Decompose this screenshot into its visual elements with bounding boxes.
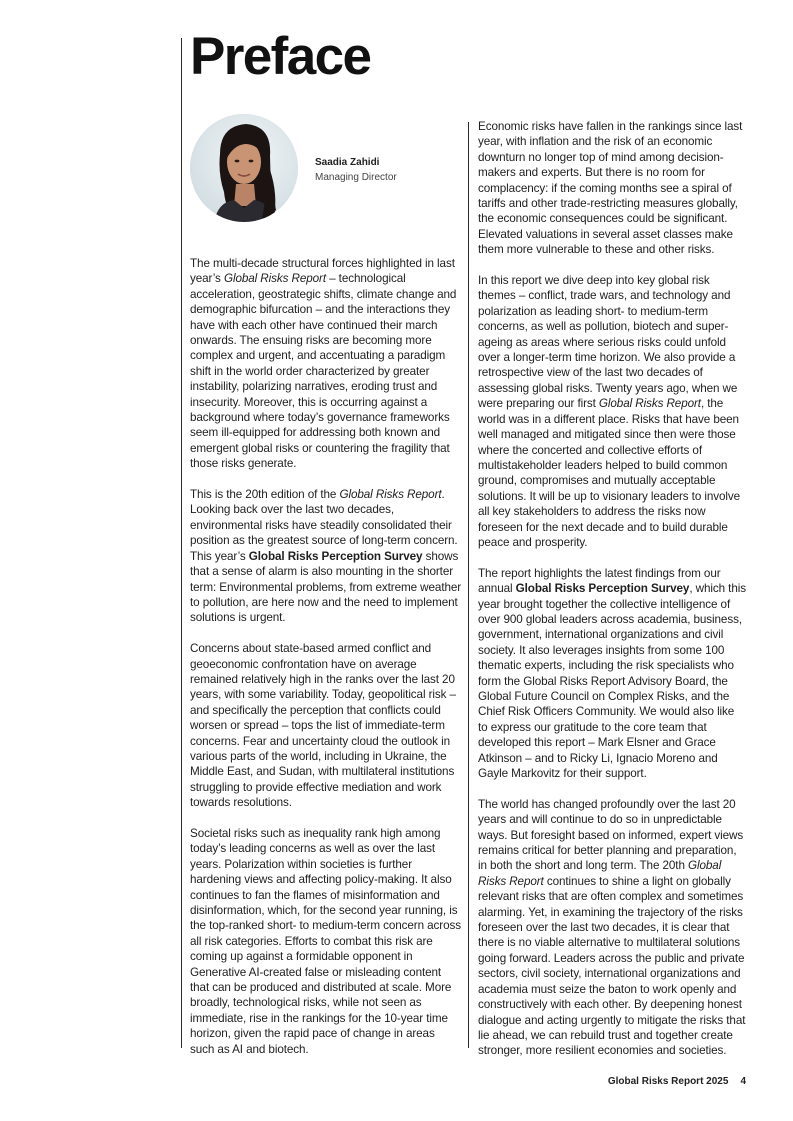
- paragraph-text: The report highlights the latest findings from our annual: [478, 566, 721, 596]
- paragraph-text: . Looking back over the last two decades, environmental risks have steadily consolidated their position as the greatest source of long-term concern. This year’s: [190, 488, 458, 563]
- left-text-column: [190, 256, 462, 1057]
- paragraph-text: Economic risks have fallen in the rankings since last year, with inflation and the risk of an economic downturn no longer top of mind among decision-makers and experts. But there is no room for complacency: if the coming months see a spiral of tariffs and other trade-restricting measures globally, the economic consequences could be significant. Elevated valuations in several asset classes make them more vulnerable to these and other risks.: [478, 120, 743, 257]
- italic-text: Global Risks Report: [598, 397, 701, 411]
- italic-text: Global Risks Report: [223, 272, 326, 286]
- paragraph-text: In this report we dive deep into key global risk themes – conflict, trade wars, and technology and polarization as leading short- to medium-term concerns, as well as pollution, biotech and super-ageing as areas where serious risks could unfold over a longer-term time horizon. We also provide a retrospective view of the last two decades of assessing global risks. Twenty years ago, when we were preparing our first: [478, 274, 738, 411]
- paragraph-text: , which this year brought together the collective intelligence of over 900 global leaders across academia, business, government, international organizations and civil society. It also leverages insights from some 100 thematic experts, including the risk specialists who form the Global Risks Report Advisory Board, the Global Future Council on Complex Risks, and the Chief Risk Officers Community. We would also like to express our gratitude to the core team that developed this report – Mark Elsner and Grace Atkinson – and to Ricky Li, Ignacio Moreno and Gayle Markovitz for their support.: [478, 582, 746, 781]
- right-text-column: [478, 119, 746, 1059]
- paragraph-text: Concerns about state-based armed conflict and geoeconomic confrontation have on average remained relatively high in the ranks over the last 20 years, with some variability. Today, geopolitical risk – and specifically the perception that conflicts could worsen or spread – tops the list of immediate-term concerns. Fear and uncertainty cloud the outlook in various parts of the world, including in Ukraine, the Middle East, and Sudan, with multilateral institutions struggling to provide effective mediation and work towards resolutions.: [190, 642, 456, 810]
- column-divider-rule: [468, 122, 469, 1048]
- author-portrait: [190, 114, 298, 222]
- paragraph-text: The multi-decade structural forces highlighted in last year’s: [190, 257, 455, 286]
- paragraph-text: continues to shine a light on globally relevant risks that are often complex and sometimes alarming. Yet, in examining the trajectory of the risks foreseen over the last two decades, it is clear that there is no viable alternative to multilateral solutions going forward. Leaders across the public and private sectors, civil society, international organizations and academia must seize the baton to work openly and constructively with each other. By deepening honest dialogue and acting urgently to mitigate the risks that lie ahead, we can rebuild trust and together create stronger, more resilient economies and societies.: [478, 874, 746, 1058]
- author-byline: [315, 155, 397, 185]
- footer-report-title: Global Risks Report 2025: [607, 1076, 729, 1087]
- paragraph-text: Societal risks such as inequality rank high among today’s leading concerns as well as over the last years. Polarization within societies is further hardening views and affecting policy-making. It also continues to fan the flames of misinformation and disinformation, which, for the second year running, is the top-ranked short- to medium-term concern across all risk categories. Efforts to combat this risk are coming up against a formidable opponent in Generative AI-created false or misleading content that can be produced and distributed at scale. More broadly, technological risks, while not seen as immediate, rise in the rankings for the 10-year time horizon, given the rapid pace of change in areas such as AI and biotech.: [190, 826, 461, 1056]
- paragraph-text: This is the 20th edition of the: [190, 488, 340, 502]
- page-number: 4: [740, 1076, 746, 1087]
- body-paragraph: [478, 566, 746, 782]
- bold-text: Global Risks Perception Survey: [515, 582, 690, 596]
- body-paragraph: [190, 826, 462, 1057]
- paragraph-text: , the world was in a different place. Risks that have been well managed and mitigated since then were those where the concerted and collective efforts of multistakeholder leaders helped to build common ground, compromises and mutually acceptable solutions. It will be up to visionary leaders to involve all key stakeholders to address the risks now foreseen for the next decade and to build durable peace and prosperity.: [478, 397, 741, 549]
- body-paragraph: [478, 797, 746, 1059]
- author-role: Managing Director: [315, 172, 397, 183]
- body-paragraph: [190, 487, 462, 626]
- left-margin-rule: [181, 38, 182, 1048]
- italic-text: Global Risks Report: [478, 859, 722, 888]
- italic-text: Global Risks Report: [339, 488, 442, 502]
- paragraph-text: The world has changed profoundly over the last 20 years and will continue to do so in unpredictable ways. But foresight based on informed, expert views remains critical for better planning and preparation, in both the short and long term. The 20th: [478, 797, 744, 873]
- body-paragraph: [478, 119, 746, 258]
- body-paragraph: [478, 273, 746, 550]
- bold-text: Global Risks Perception Survey: [248, 549, 423, 563]
- author-name: Saadia Zahidi: [315, 157, 380, 168]
- portrait-illustration: [190, 114, 298, 222]
- paragraph-text: shows that a sense of alarm is also mounting in the shorter term: Environmental problems, from extreme weather to pollution, are here now and the need to implement solutions is urgent.: [190, 549, 462, 625]
- body-paragraph: [190, 256, 462, 472]
- paragraph-text: – technological acceleration, geostrategic shifts, climate change and demographic bifurcation – and the interactions they have with each other have continued their march onwards. The ensuing risks are becoming more complex and urgent, and accentuating a paradigm shift in the world order characterized by greater instability, polarizing narratives, eroding trust and insecurity. Moreover, this is occurring against a background where today’s governance frameworks seem ill-equipped for addressing both known and emergent global risks or countering the fragility that those risks generate.: [190, 272, 457, 471]
- page-footer: [608, 1076, 746, 1087]
- body-paragraph: [190, 641, 462, 810]
- page-title: Preface: [190, 27, 371, 86]
